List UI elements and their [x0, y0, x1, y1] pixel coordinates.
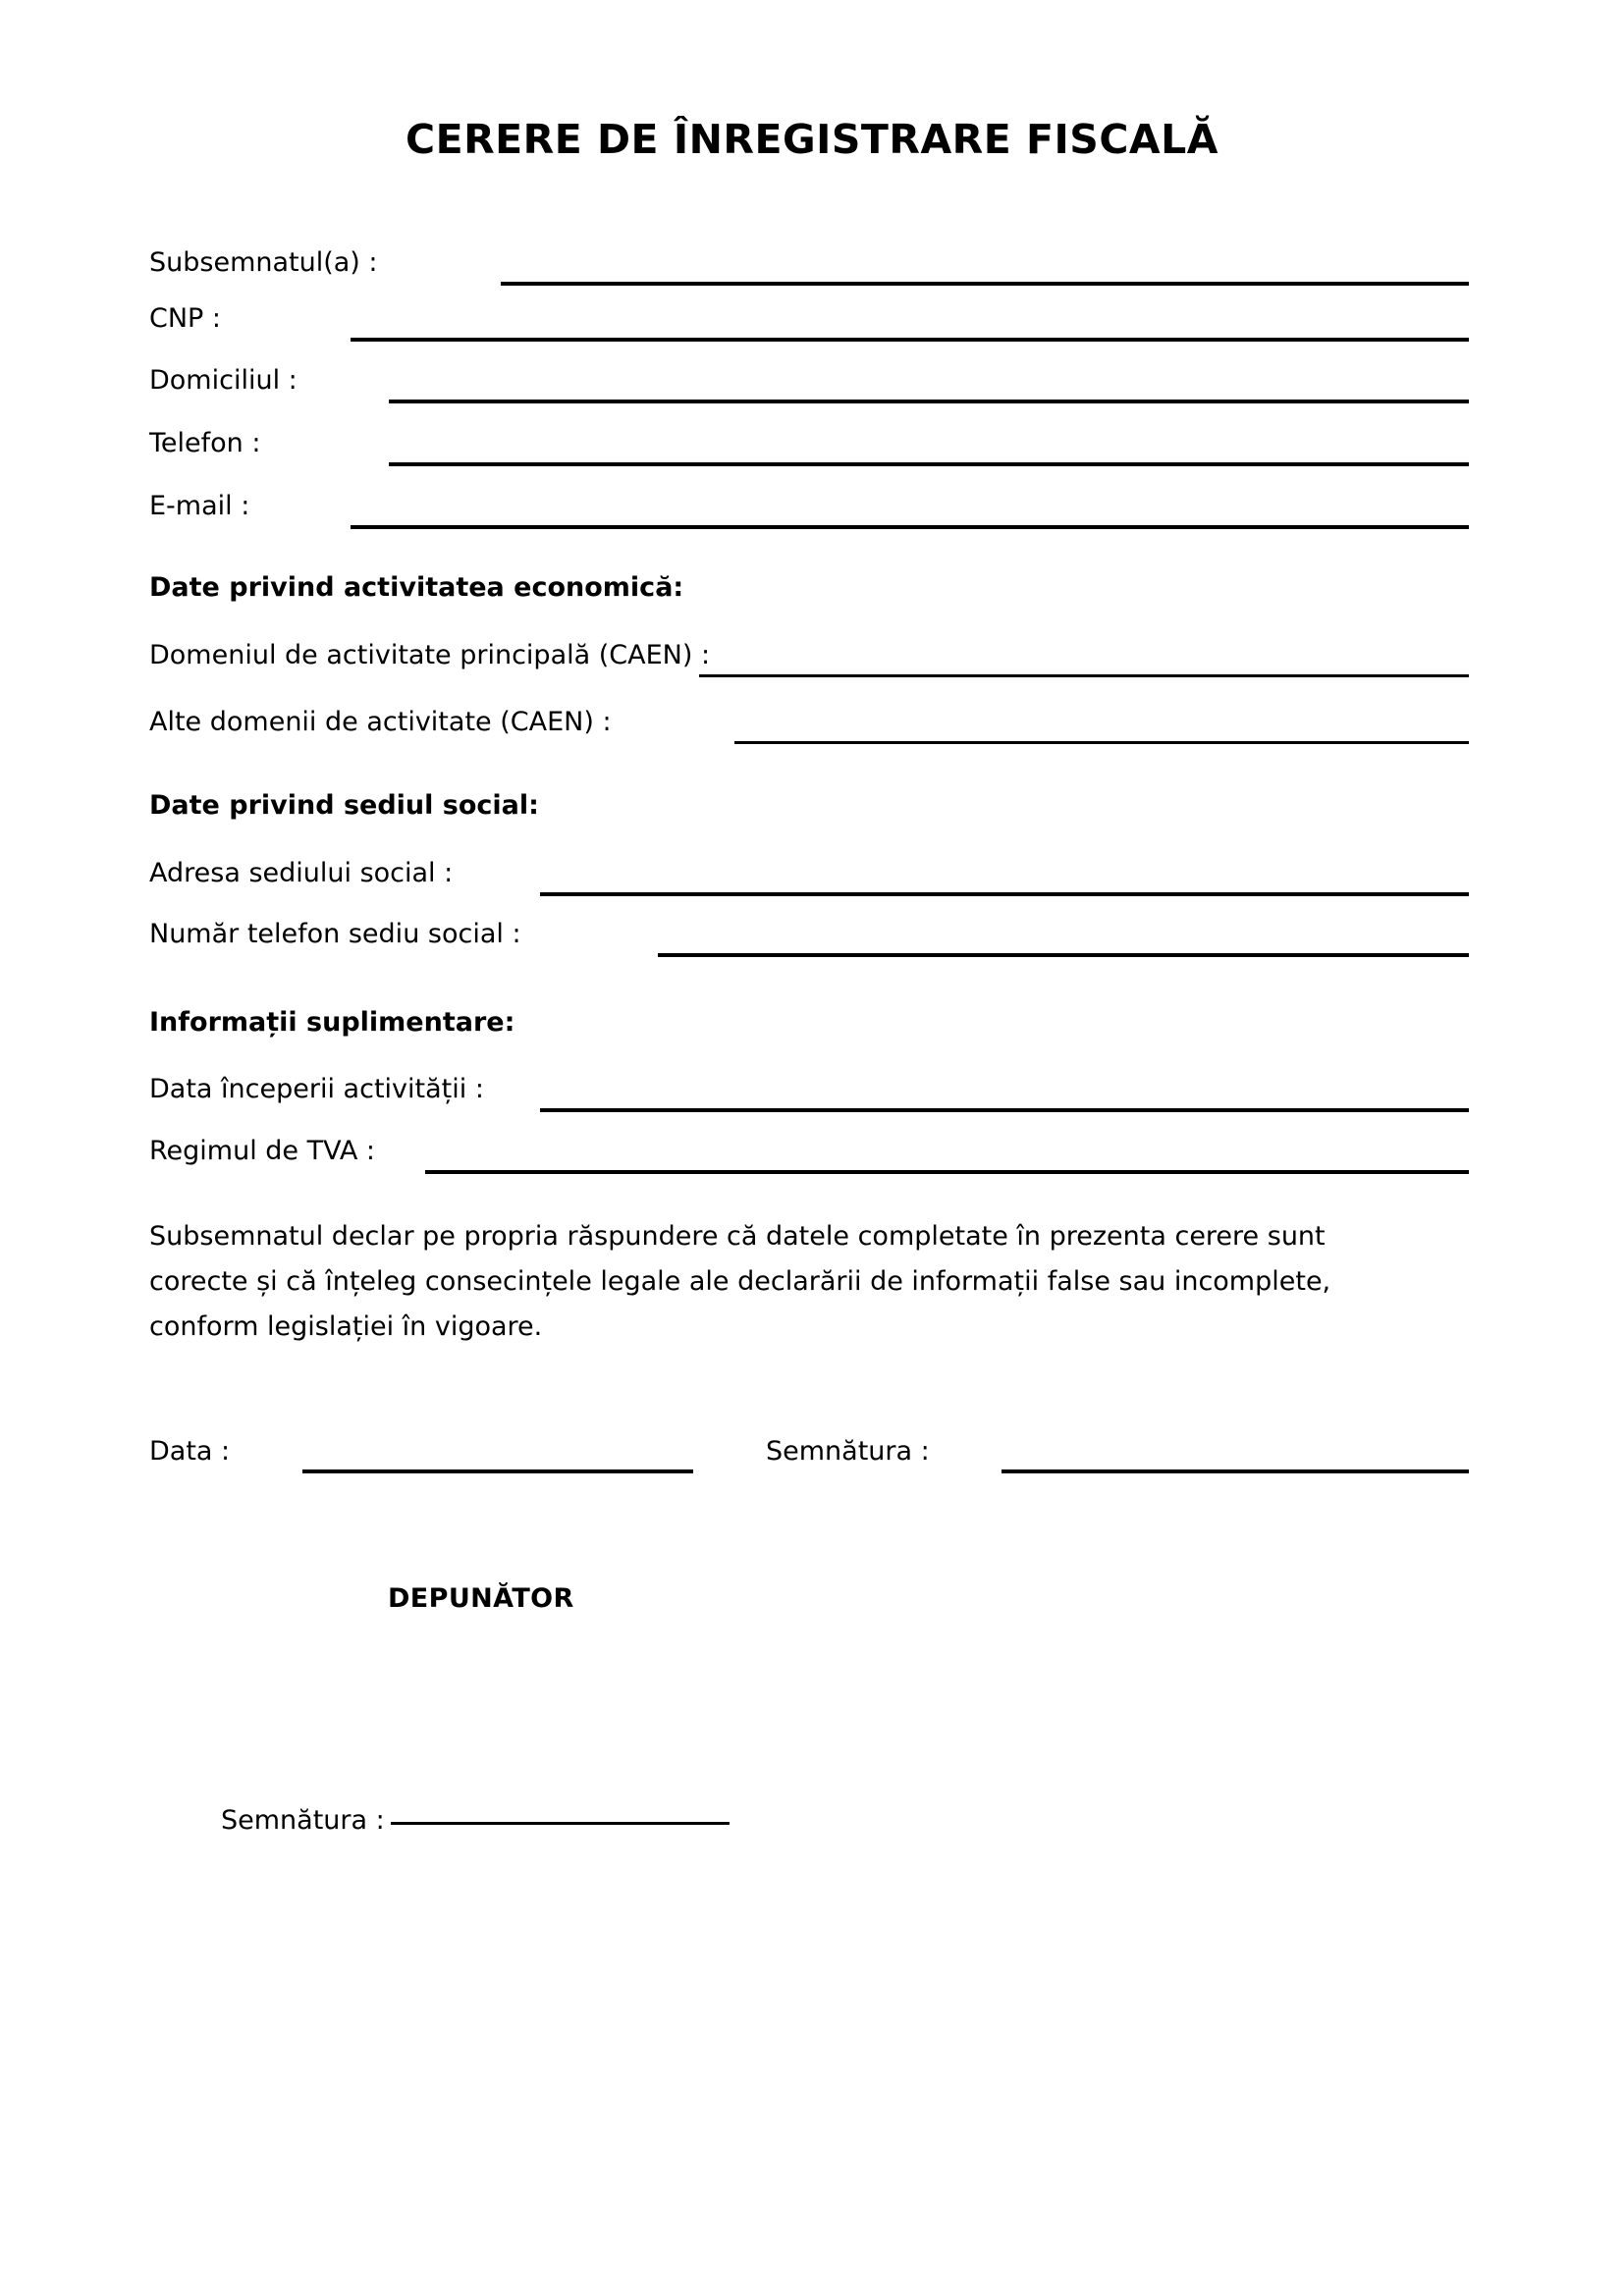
signature-label: Semnătura :: [766, 1436, 930, 1467]
field-label-email: E-mail :: [149, 491, 250, 521]
field-label-adresa-sediu: Adresa sediului social :: [149, 858, 454, 888]
field-caen-principal: [149, 636, 710, 675]
field-input-subsemnatul[interactable]: [501, 282, 1469, 286]
signature-input[interactable]: [1001, 1469, 1469, 1473]
field-input-caen-principal[interactable]: [699, 674, 1469, 677]
date-label: Data :: [149, 1436, 231, 1467]
field-telefon: [149, 424, 260, 463]
date-input[interactable]: [302, 1469, 693, 1473]
field-label-data-inceperii: Data începerii activității :: [149, 1074, 484, 1104]
field-domiciliul: [149, 361, 298, 400]
section-heading-sediul-social: Date privind sediul social:: [149, 790, 539, 821]
section-heading-informatii-suplimentare: Informații suplimentare:: [149, 1007, 515, 1038]
field-input-telefon[interactable]: [389, 462, 1469, 466]
field-input-adresa-sediu[interactable]: [540, 892, 1469, 896]
depunator-signature-input[interactable]: [391, 1822, 730, 1825]
field-label-regim-tva: Regimul de TVA :: [149, 1136, 376, 1166]
field-input-domiciliul[interactable]: [389, 400, 1469, 403]
page-title: CERERE DE ÎNREGISTRARE FISCALĂ: [405, 116, 1218, 163]
field-adresa-sediu: [149, 854, 453, 893]
field-telefon-sediu: [149, 915, 521, 954]
field-label-caen-alte: Alte domenii de activitate (CAEN) :: [149, 707, 612, 737]
field-label-cnp: CNP :: [149, 303, 222, 334]
field-input-telefon-sediu[interactable]: [658, 953, 1469, 957]
depunator-signature-row: [221, 1805, 730, 1836]
field-label-caen-principal: Domeniul de activitate principală (CAEN) :: [149, 640, 711, 670]
field-label-subsemnatul: Subsemnatul(a) :: [149, 247, 378, 278]
field-label-telefon: Telefon :: [149, 428, 261, 458]
field-input-data-inceperii[interactable]: [540, 1108, 1469, 1112]
field-label-domiciliul: Domiciliul :: [149, 365, 298, 396]
field-input-cnp[interactable]: [351, 338, 1469, 342]
field-input-regim-tva[interactable]: [425, 1170, 1469, 1174]
field-data-inceperii: [149, 1070, 484, 1109]
section-heading-activitate-economica: Date privind activitatea economică:: [149, 572, 684, 603]
field-input-caen-alte[interactable]: [734, 741, 1469, 744]
field-email: [149, 487, 249, 526]
field-cnp: [149, 299, 221, 339]
field-caen-alte: [149, 703, 612, 742]
declaration-paragraph: Subsemnatul declar pe propria răspundere că datele completate în prezenta cerere sunt corecte și că înțeleg consecințele legale ale declarării de informații false sau incomplete, conform legislației în vigoare.: [149, 1221, 1331, 1342]
field-input-email[interactable]: [351, 525, 1469, 529]
field-label-telefon-sediu: Număr telefon sediu social :: [149, 919, 521, 949]
field-subsemnatul: [149, 243, 378, 283]
depunator-heading: DEPUNĂTOR: [388, 1583, 574, 1614]
depunator-signature-label: Semnătura :: [221, 1805, 385, 1836]
field-regim-tva: [149, 1132, 375, 1171]
